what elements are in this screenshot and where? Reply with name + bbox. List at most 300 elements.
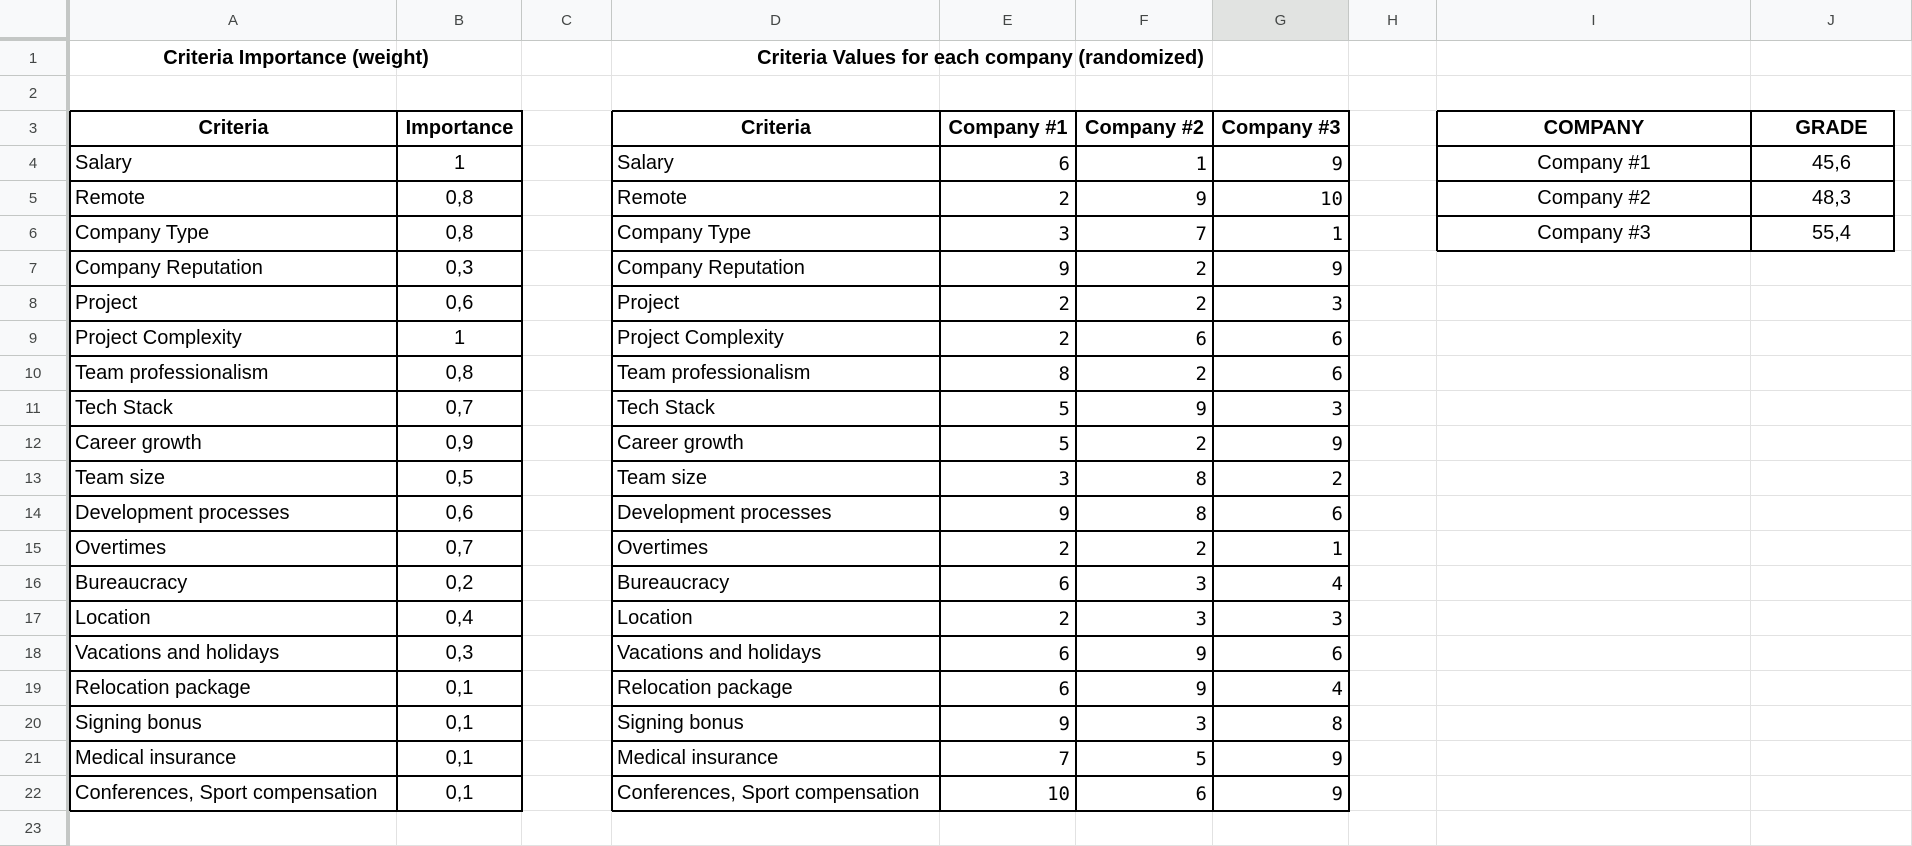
cell-C20[interactable] <box>522 706 612 741</box>
company-3-value-cell: 8 <box>1331 712 1343 735</box>
cell-H9[interactable] <box>1349 321 1437 356</box>
values-table-border-hline <box>612 740 1350 742</box>
values-table-border-hline <box>612 600 1350 602</box>
values-criteria-cell: Team size <box>617 467 708 489</box>
importance-value-cell: 0,1 <box>445 677 474 699</box>
company-2-value-cell: 9 <box>1195 187 1207 210</box>
cell-J8[interactable] <box>1751 286 1912 321</box>
column-header-a[interactable]: A <box>70 0 397 41</box>
importance-value-cell: 0,1 <box>445 782 474 804</box>
cell-C18[interactable] <box>522 636 612 671</box>
cell-I22[interactable] <box>1437 776 1751 811</box>
importance-criteria-cell: Conferences, Sport compensation <box>75 782 378 804</box>
values-criteria-cell: Bureaucracy <box>617 572 730 594</box>
cell-I8[interactable] <box>1437 286 1751 321</box>
company-1-value-cell: 6 <box>1058 572 1070 595</box>
values-header-1: Company #1 <box>948 117 1068 139</box>
company-3-value-cell: 3 <box>1331 397 1343 420</box>
row-header-21[interactable]: 21 <box>0 741 70 776</box>
row-header-18[interactable]: 18 <box>0 636 70 671</box>
cell-H21[interactable] <box>1349 741 1437 776</box>
importance-value-cell: 0,7 <box>445 537 474 559</box>
cell-H17[interactable] <box>1349 601 1437 636</box>
importance-value-cell: 0,2 <box>445 572 474 594</box>
cell-H20[interactable] <box>1349 706 1437 741</box>
company-1-value-cell: 2 <box>1058 292 1070 315</box>
importance-value-cell: 0,3 <box>445 257 474 279</box>
importance-value-cell: 1 <box>453 152 466 174</box>
grade-table-border-vline <box>1750 111 1752 251</box>
company-1-value-cell: 3 <box>1058 222 1070 245</box>
importance-table-border-vline <box>69 111 71 811</box>
cell-C8[interactable] <box>522 286 612 321</box>
company-2-value-cell: 2 <box>1195 537 1207 560</box>
cell-G2[interactable] <box>1213 76 1349 111</box>
values-criteria-cell: Company Reputation <box>617 257 805 279</box>
cell-C22[interactable] <box>522 776 612 811</box>
cell-J15[interactable] <box>1751 531 1912 566</box>
cell-C5[interactable] <box>522 181 612 216</box>
column-header-g[interactable]: G <box>1213 0 1349 41</box>
company-2-value-cell: 3 <box>1195 607 1207 630</box>
cell-I9[interactable] <box>1437 321 1751 356</box>
values-criteria-cell: Overtimes <box>617 537 709 559</box>
values-table-border-hline <box>612 320 1350 322</box>
row-header-6[interactable]: 6 <box>0 216 70 251</box>
importance-value-cell: 0,4 <box>445 607 474 629</box>
importance-table-border-hline <box>70 320 523 322</box>
cell-J7[interactable] <box>1751 251 1912 286</box>
cell-J14[interactable] <box>1751 496 1912 531</box>
company-1-value-cell: 9 <box>1058 257 1070 280</box>
values-table-border-hline <box>612 495 1350 497</box>
company-2-value-cell: 6 <box>1195 327 1207 350</box>
importance-value-cell: 0,7 <box>445 397 474 419</box>
importance-value-cell: 0,3 <box>445 642 474 664</box>
column-header-e[interactable]: E <box>940 0 1076 41</box>
cell-I13[interactable] <box>1437 461 1751 496</box>
values-table-border-vline <box>1212 111 1214 811</box>
cell-A2[interactable] <box>70 76 397 111</box>
company-1-value-cell: 6 <box>1058 677 1070 700</box>
importance-table-border-hline <box>70 460 523 462</box>
values-table-border-hline <box>612 705 1350 707</box>
company-1-value-cell: 2 <box>1058 187 1070 210</box>
cell-J1[interactable] <box>1751 41 1912 76</box>
cell-H2[interactable] <box>1349 76 1437 111</box>
cell-F2[interactable] <box>1076 76 1213 111</box>
cell-I21[interactable] <box>1437 741 1751 776</box>
cell-J10[interactable] <box>1751 356 1912 391</box>
row-header-7[interactable]: 7 <box>0 251 70 286</box>
cell-I16[interactable] <box>1437 566 1751 601</box>
importance-table-border-hline <box>70 775 523 777</box>
importance-table-border-hline <box>70 705 523 707</box>
company-2-value-cell: 3 <box>1195 712 1207 735</box>
cell-I11[interactable] <box>1437 391 1751 426</box>
cell-H22[interactable] <box>1349 776 1437 811</box>
cell-I1[interactable] <box>1437 41 1751 76</box>
values-criteria-cell: Team professionalism <box>617 362 811 384</box>
importance-table-border-hline <box>70 565 523 567</box>
company-2-value-cell: 2 <box>1195 292 1207 315</box>
cell-H10[interactable] <box>1349 356 1437 391</box>
row-header-2[interactable]: 2 <box>0 76 70 111</box>
values-table-border-vline <box>939 111 941 811</box>
cell-J12[interactable] <box>1751 426 1912 461</box>
cell-H19[interactable] <box>1349 671 1437 706</box>
cell-H8[interactable] <box>1349 286 1437 321</box>
cell-H5[interactable] <box>1349 181 1437 216</box>
values-criteria-cell: Location <box>617 607 693 629</box>
cell-H18[interactable] <box>1349 636 1437 671</box>
cell-E23[interactable] <box>940 811 1076 846</box>
importance-criteria-cell: Bureaucracy <box>75 572 188 594</box>
cell-I10[interactable] <box>1437 356 1751 391</box>
cell-C14[interactable] <box>522 496 612 531</box>
grade-table-border-hline <box>1437 145 1895 147</box>
importance-value-cell: 0,8 <box>445 187 474 209</box>
cell-I18[interactable] <box>1437 636 1751 671</box>
values-table-border-hline <box>612 250 1350 252</box>
values-table-border-hline <box>612 180 1350 182</box>
values-criteria-cell: Salary <box>617 152 674 174</box>
company-3-value-cell: 4 <box>1331 677 1343 700</box>
cell-J9[interactable] <box>1751 321 1912 356</box>
values-criteria-cell: Vacations and holidays <box>617 642 822 664</box>
row-header-13[interactable]: 13 <box>0 461 70 496</box>
cell-H14[interactable] <box>1349 496 1437 531</box>
cell-J18[interactable] <box>1751 636 1912 671</box>
cell-E2[interactable] <box>940 76 1076 111</box>
importance-criteria-cell: Location <box>75 607 151 629</box>
cell-B2[interactable] <box>397 76 522 111</box>
cell-I20[interactable] <box>1437 706 1751 741</box>
cell-I15[interactable] <box>1437 531 1751 566</box>
grade-table-border-hline <box>1437 180 1895 182</box>
column-header-b[interactable]: B <box>397 0 522 41</box>
company-1-value-cell: 7 <box>1058 747 1070 770</box>
importance-criteria-cell: Remote <box>75 187 146 209</box>
values-criteria-cell: Signing bonus <box>617 712 744 734</box>
values-criteria-cell: Career growth <box>617 432 744 454</box>
row-header-12[interactable]: 12 <box>0 426 70 461</box>
importance-table-border-hline <box>70 495 523 497</box>
values-table-border-hline <box>612 145 1350 147</box>
company-2-value-cell: 6 <box>1195 782 1207 805</box>
row-header-19[interactable]: 19 <box>0 671 70 706</box>
company-3-value-cell: 10 <box>1320 187 1343 210</box>
importance-value-cell: 0,8 <box>445 362 474 384</box>
values-table-border-hline <box>612 355 1350 357</box>
company-1-value-cell: 5 <box>1058 432 1070 455</box>
row-header-14[interactable]: 14 <box>0 496 70 531</box>
company-1-value-cell: 9 <box>1058 502 1070 525</box>
importance-table-border-hline <box>70 215 523 217</box>
company-1-value-cell: 10 <box>1047 782 1070 805</box>
importance-criteria-cell: Salary <box>75 152 132 174</box>
values-criteria-cell: Project Complexity <box>617 327 784 349</box>
row-header-17[interactable]: 17 <box>0 601 70 636</box>
importance-criteria-cell: Relocation package <box>75 677 251 699</box>
company-2-value-cell: 5 <box>1195 747 1207 770</box>
importance-table-border-hline <box>70 285 523 287</box>
cell-J22[interactable] <box>1751 776 1912 811</box>
importance-criteria-cell: Career growth <box>75 432 202 454</box>
cell-C7[interactable] <box>522 251 612 286</box>
importance-value-cell: 0,1 <box>445 747 474 769</box>
grade-table-border-hline <box>1437 110 1895 112</box>
row-header-10[interactable]: 10 <box>0 356 70 391</box>
cell-C13[interactable] <box>522 461 612 496</box>
company-3-value-cell: 9 <box>1331 152 1343 175</box>
row-header-22[interactable]: 22 <box>0 776 70 811</box>
cell-C15[interactable] <box>522 531 612 566</box>
cell-C3[interactable] <box>522 111 612 146</box>
values-table-border-vline <box>611 111 613 811</box>
cell-C17[interactable] <box>522 601 612 636</box>
cell-C19[interactable] <box>522 671 612 706</box>
values-table-border-hline <box>612 460 1350 462</box>
cell-D2[interactable] <box>612 76 940 111</box>
grade-header-0: COMPANY <box>1543 117 1645 139</box>
company-2-value-cell: 2 <box>1195 362 1207 385</box>
company-3-value-cell: 6 <box>1331 502 1343 525</box>
column-header-f[interactable]: F <box>1076 0 1213 41</box>
company-1-value-cell: 2 <box>1058 537 1070 560</box>
importance-criteria-cell: Project <box>75 292 138 314</box>
importance-table-border-hline <box>70 145 523 147</box>
importance-table-border-hline <box>70 810 523 812</box>
company-1-value-cell: 2 <box>1058 327 1070 350</box>
importance-criteria-cell: Team size <box>75 467 166 489</box>
values-table-border-hline <box>612 285 1350 287</box>
company-3-value-cell: 4 <box>1331 572 1343 595</box>
column-header-i[interactable]: I <box>1437 0 1751 41</box>
cell-C16[interactable] <box>522 566 612 601</box>
grade-table-border-hline <box>1437 250 1895 252</box>
importance-criteria-cell: Development processes <box>75 502 290 524</box>
company-1-value-cell: 8 <box>1058 362 1070 385</box>
values-table-border-hline <box>612 635 1350 637</box>
values-table-border-hline <box>612 110 1350 112</box>
cell-J2[interactable] <box>1751 76 1912 111</box>
company-3-value-cell: 9 <box>1331 432 1343 455</box>
grade-table-border-vline <box>1436 111 1438 251</box>
cell-C6[interactable] <box>522 216 612 251</box>
cell-I19[interactable] <box>1437 671 1751 706</box>
cell-D23[interactable] <box>612 811 940 846</box>
cell-C10[interactable] <box>522 356 612 391</box>
values-header-3: Company #3 <box>1221 117 1341 139</box>
importance-table-border-hline <box>70 250 523 252</box>
values-table-border-vline <box>1075 111 1077 811</box>
company-1-value-cell: 6 <box>1058 642 1070 665</box>
company-1-value-cell: 2 <box>1058 607 1070 630</box>
cell-B23[interactable] <box>397 811 522 846</box>
values-table-border-hline <box>612 565 1350 567</box>
importance-header-1: Importance <box>405 117 514 139</box>
cell-J16[interactable] <box>1751 566 1912 601</box>
cell-C4[interactable] <box>522 146 612 181</box>
importance-value-cell: 0,6 <box>445 502 474 524</box>
row-header-11[interactable]: 11 <box>0 391 70 426</box>
values-criteria-cell: Remote <box>617 187 688 209</box>
importance-table-border-hline <box>70 530 523 532</box>
importance-table-border-hline <box>70 635 523 637</box>
importance-criteria-cell: Project Complexity <box>75 327 242 349</box>
company-3-value-cell: 3 <box>1331 607 1343 630</box>
company-2-value-cell: 8 <box>1195 502 1207 525</box>
importance-criteria-cell: Overtimes <box>75 537 167 559</box>
cell-H3[interactable] <box>1349 111 1437 146</box>
row-header-4[interactable]: 4 <box>0 146 70 181</box>
importance-table-border-hline <box>70 425 523 427</box>
company-3-value-cell: 1 <box>1331 222 1343 245</box>
select-all-corner[interactable] <box>0 0 70 41</box>
cell-C11[interactable] <box>522 391 612 426</box>
importance-value-cell: 0,8 <box>445 222 474 244</box>
grade-table-border-vline <box>1893 111 1895 251</box>
row-header-9[interactable]: 9 <box>0 321 70 356</box>
importance-value-cell: 0,1 <box>445 712 474 734</box>
grade-value-cell: 48,3 <box>1812 187 1851 209</box>
cell-I2[interactable] <box>1437 76 1751 111</box>
company-3-value-cell: 2 <box>1331 467 1343 490</box>
values-table-border-hline <box>612 670 1350 672</box>
values-header-0: Criteria <box>740 117 812 139</box>
cell-H11[interactable] <box>1349 391 1437 426</box>
row-header-23[interactable]: 23 <box>0 811 70 846</box>
cell-I23[interactable] <box>1437 811 1751 846</box>
values-criteria-cell: Conferences, Sport compensation <box>617 782 920 804</box>
importance-table-border-hline <box>70 180 523 182</box>
cell-A23[interactable] <box>70 811 397 846</box>
values-criteria-cell: Tech Stack <box>617 397 715 419</box>
company-2-value-cell: 9 <box>1195 397 1207 420</box>
cell-J20[interactable] <box>1751 706 1912 741</box>
values-table-border-hline <box>612 215 1350 217</box>
column-header-c[interactable]: C <box>522 0 612 41</box>
cell-J19[interactable] <box>1751 671 1912 706</box>
cell-G23[interactable] <box>1213 811 1349 846</box>
importance-criteria-cell: Vacations and holidays <box>75 642 280 664</box>
grade-table-border-hline <box>1437 215 1895 217</box>
cell-I7[interactable] <box>1437 251 1751 286</box>
cell-J13[interactable] <box>1751 461 1912 496</box>
column-header-h[interactable]: H <box>1349 0 1437 41</box>
values-criteria-cell: Company Type <box>617 222 752 244</box>
cell-H12[interactable] <box>1349 426 1437 461</box>
cell-J23[interactable] <box>1751 811 1912 846</box>
cell-C1[interactable] <box>522 41 612 76</box>
cell-I14[interactable] <box>1437 496 1751 531</box>
cell-C2[interactable] <box>522 76 612 111</box>
cell-H4[interactable] <box>1349 146 1437 181</box>
importance-table-border-vline <box>521 111 523 811</box>
company-2-value-cell: 2 <box>1195 432 1207 455</box>
row-header-15[interactable]: 15 <box>0 531 70 566</box>
cell-C21[interactable] <box>522 741 612 776</box>
importance-table-border-hline <box>70 110 523 112</box>
cell-H6[interactable] <box>1349 216 1437 251</box>
company-2-value-cell: 9 <box>1195 677 1207 700</box>
values-criteria-cell: Project <box>617 292 680 314</box>
cell-H1[interactable] <box>1349 41 1437 76</box>
importance-table-border-hline <box>70 355 523 357</box>
values-table-border-hline <box>612 810 1350 812</box>
cell-C9[interactable] <box>522 321 612 356</box>
company-3-value-cell: 6 <box>1331 327 1343 350</box>
cell-J11[interactable] <box>1751 391 1912 426</box>
company-3-value-cell: 3 <box>1331 292 1343 315</box>
cell-C23[interactable] <box>522 811 612 846</box>
importance-value-cell: 1 <box>453 327 466 349</box>
importance-table-border-hline <box>70 390 523 392</box>
company-3-value-cell: 6 <box>1331 642 1343 665</box>
row-header-8[interactable]: 8 <box>0 286 70 321</box>
company-1-value-cell: 3 <box>1058 467 1070 490</box>
importance-criteria-cell: Signing bonus <box>75 712 202 734</box>
values-table-title: Criteria Values for each company (randomized) <box>757 47 1204 69</box>
importance-header-0: Criteria <box>198 117 269 139</box>
company-2-value-cell: 1 <box>1195 152 1207 175</box>
row-header-5[interactable]: 5 <box>0 181 70 216</box>
values-table-border-hline <box>612 530 1350 532</box>
row-header-1[interactable]: 1 <box>0 41 70 76</box>
grade-company-cell: Company #1 <box>1537 152 1651 174</box>
company-2-value-cell: 9 <box>1195 642 1207 665</box>
cell-H15[interactable] <box>1349 531 1437 566</box>
row-header-3[interactable]: 3 <box>0 111 70 146</box>
cell-I17[interactable] <box>1437 601 1751 636</box>
importance-criteria-cell: Company Reputation <box>75 257 263 279</box>
cell-J17[interactable] <box>1751 601 1912 636</box>
cell-H16[interactable] <box>1349 566 1437 601</box>
values-table-border-hline <box>612 390 1350 392</box>
importance-value-cell: 0,9 <box>445 432 474 454</box>
column-header-d[interactable]: D <box>612 0 940 41</box>
importance-value-cell: 0,5 <box>445 467 474 489</box>
column-header-j[interactable]: J <box>1751 0 1912 41</box>
importance-table-border-hline <box>70 740 523 742</box>
grade-company-cell: Company #3 <box>1537 222 1651 244</box>
cell-F23[interactable] <box>1076 811 1213 846</box>
company-2-value-cell: 3 <box>1195 572 1207 595</box>
values-table-border-hline <box>612 425 1350 427</box>
cell-H13[interactable] <box>1349 461 1437 496</box>
company-1-value-cell: 9 <box>1058 712 1070 735</box>
values-criteria-cell: Relocation package <box>617 677 793 699</box>
importance-value-cell: 0,6 <box>445 292 474 314</box>
cell-C12[interactable] <box>522 426 612 461</box>
row-header-20[interactable]: 20 <box>0 706 70 741</box>
company-1-value-cell: 6 <box>1058 152 1070 175</box>
grade-company-cell: Company #2 <box>1537 187 1651 209</box>
cell-I12[interactable] <box>1437 426 1751 461</box>
grade-header-1: GRADE <box>1795 117 1868 139</box>
row-header-16[interactable]: 16 <box>0 566 70 601</box>
company-3-value-cell: 9 <box>1331 257 1343 280</box>
importance-table-title: Criteria Importance (weight) <box>163 47 429 69</box>
importance-criteria-cell: Medical insurance <box>75 747 237 769</box>
cell-J21[interactable] <box>1751 741 1912 776</box>
importance-criteria-cell: Company Type <box>75 222 210 244</box>
cell-H7[interactable] <box>1349 251 1437 286</box>
cell-H23[interactable] <box>1349 811 1437 846</box>
importance-criteria-cell: Team professionalism <box>75 362 269 384</box>
company-3-value-cell: 6 <box>1331 362 1343 385</box>
